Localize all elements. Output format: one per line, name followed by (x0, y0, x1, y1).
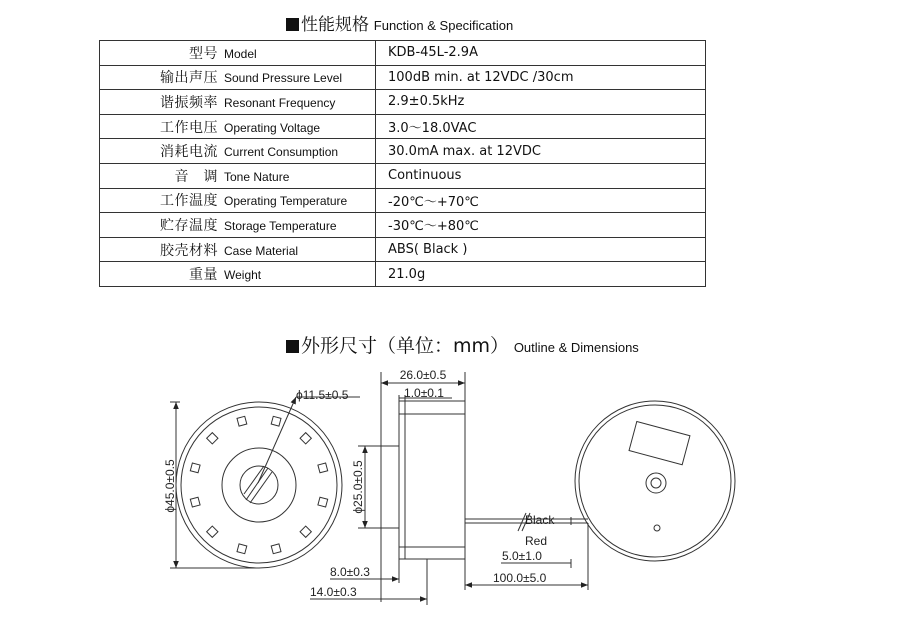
spec-label-en: Resonant Frequency (224, 95, 336, 110)
front-rim-circle (181, 407, 337, 563)
spec-value: 2.9±0.5kHz (376, 90, 706, 115)
spec-label-en: Operating Temperature (224, 194, 348, 209)
spec-label-en: Tone Nature (224, 169, 290, 184)
wire-label-red: Red (525, 534, 548, 548)
rim-rib (300, 433, 311, 444)
spec-value: 100dB min. at 12VDC /30cm (376, 65, 706, 90)
spec-label-cn: 音 调 (174, 168, 218, 185)
spec-label-en: Weight (224, 268, 262, 283)
spec-value: 21.0g (376, 262, 706, 287)
rim-rib (300, 526, 311, 537)
spec-label-en: Sound Pressure Level (224, 71, 343, 86)
spec-label-en: Current Consumption (224, 145, 339, 160)
spec-label-cn: 重量 (189, 267, 218, 284)
back-rim-circle (579, 405, 731, 557)
back-view (575, 401, 735, 561)
rim-rib (190, 463, 200, 473)
dim-lead-length: 100.0±5.0 (493, 571, 547, 585)
rim-rib (190, 497, 200, 507)
spec-value: -30℃～+80℃ (376, 213, 706, 238)
spec-label-cn: 贮存温度 (160, 217, 218, 234)
spec-label-en: Model (224, 46, 257, 61)
dim-hole-dia: ϕ11.5±0.5 (296, 388, 349, 402)
rim-rib (318, 497, 328, 507)
rim-rib (271, 416, 281, 426)
spec-value: KDB-45L-2.9A (376, 41, 706, 66)
spec-title-en: Function & Specification (373, 18, 514, 33)
spec-label-cn: 胶壳材料 (160, 242, 218, 259)
dim-width: 26.0±0.5 (399, 368, 447, 382)
spec-label-en: Storage Temperature (224, 218, 337, 233)
spec-title-cn: 性能规格 (301, 15, 369, 35)
front-ribs (190, 416, 327, 553)
rim-rib (237, 416, 247, 426)
dim-strip: 5.0±1.0 (502, 549, 542, 563)
rim-rib (207, 526, 218, 537)
hole-hatch-line (246, 468, 268, 500)
back-vent-inner (651, 478, 661, 488)
dim-depth-8: 8.0±0.3 (330, 565, 370, 579)
dim-body-dia: ϕ25.0±0.5 (351, 460, 365, 514)
hole-leader-line (258, 397, 296, 483)
spec-label-cn: 输出声压 (160, 70, 218, 87)
spec-label-cn: 工作电压 (160, 119, 218, 136)
spec-value: 30.0mA max. at 12VDC (376, 139, 706, 164)
front-view (170, 397, 360, 568)
spec-label-cn: 消耗电流 (160, 144, 218, 161)
side-body (399, 401, 465, 559)
rim-rib (207, 433, 218, 444)
side-boss (381, 446, 399, 528)
rim-rib (237, 544, 247, 554)
dim-outer-dia: ϕ45.0±0.5 (163, 459, 177, 513)
spec-label-cn: 谐振频率 (160, 94, 218, 111)
spec-label-cn: 工作温度 (160, 193, 218, 210)
spec-label-en: Operating Voltage (224, 120, 321, 135)
dim-step: 1.0±0.1 (404, 386, 444, 400)
back-outer-circle (575, 401, 735, 561)
dim-title-cn: 外形尺寸（单位：mm） (301, 335, 510, 357)
rim-rib (318, 463, 328, 473)
dim-depth-14: 14.0±0.3 (310, 585, 357, 599)
dim-title-en: Outline & Dimensions (513, 340, 639, 355)
front-boss-circle (222, 448, 296, 522)
spec-label-cn: 型号 (189, 45, 218, 62)
spec-value: ABS( Black ) (376, 237, 706, 262)
spec-value: 3.0～18.0VAC (376, 114, 706, 139)
front-sound-hole (240, 466, 278, 504)
spec-value: -20℃～+70℃ (376, 188, 706, 213)
spec-value: Continuous (376, 163, 706, 188)
front-outer-circle (176, 402, 342, 568)
spec-label-en: Case Material (224, 243, 299, 258)
back-label-plate (629, 422, 690, 465)
back-wire-hole (654, 525, 660, 531)
wire-label-black: Black (525, 513, 555, 527)
back-vent-outer (646, 473, 666, 493)
rim-rib (271, 544, 281, 554)
